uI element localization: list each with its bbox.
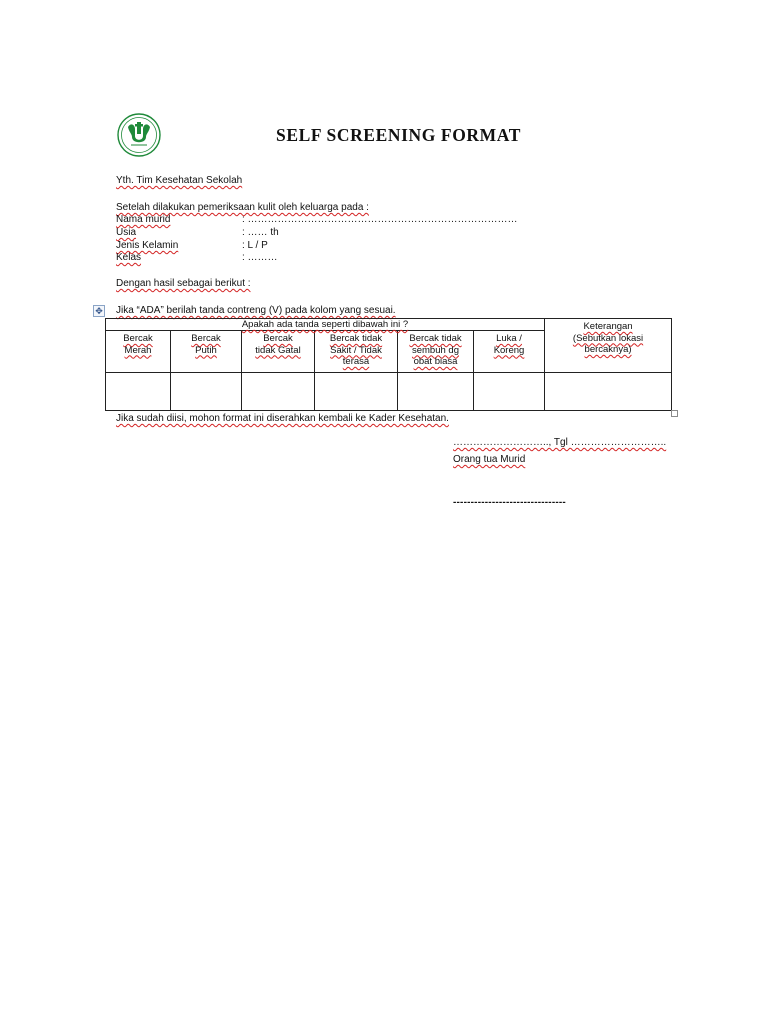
table-cell-painless-patch[interactable]	[315, 372, 398, 410]
table-cell-unhealed-patch[interactable]	[398, 372, 474, 410]
table-cell-white-patch[interactable]	[171, 372, 242, 410]
intro-text: Setelah dilakukan pemeriksaan kulit oleh keluarga pada :	[116, 202, 369, 213]
recipient-line: Yth. Tim Kesehatan Sekolah	[116, 175, 243, 186]
field-value-name[interactable]: : ………………………………………………………………………	[242, 214, 518, 225]
table-cell-red-patch[interactable]	[106, 372, 171, 410]
table-move-handle-icon[interactable]: ✥	[93, 305, 105, 317]
field-label-age: Usia	[116, 227, 137, 238]
table-cell-wound[interactable]	[474, 372, 545, 410]
table-header-wound: Luka / Koreng	[474, 331, 545, 372]
instruction-text: Jika “ADA” berilah tanda contreng (V) pada kolom yang sesuai.	[116, 305, 396, 316]
result-intro: Dengan hasil sebagai berikut :	[116, 278, 251, 289]
screening-table	[105, 318, 672, 411]
table-cell-non-itchy-patch[interactable]	[242, 372, 315, 410]
table-resize-handle[interactable]	[671, 410, 678, 417]
field-label-class: Kelas	[116, 252, 142, 263]
field-label-gender: Jenis Kelamin	[116, 240, 179, 251]
ministry-logo	[116, 112, 162, 158]
table-header-red-patch: Bercak Merah	[106, 331, 171, 372]
table-group-header: Apakah ada tanda seperti dibawah ini ?	[106, 319, 545, 331]
field-value-gender[interactable]: : L / P	[242, 240, 268, 251]
table-header-white-patch: Bercak Putih	[171, 331, 242, 372]
footer-note: Jika sudah diisi, mohon format ini diserahkan kembali ke Kader Kesehatan.	[116, 413, 449, 424]
table-header-unhealed-patch: Bercak tidak sembuh dg obat biasa	[398, 331, 474, 372]
table-header-non-itchy-patch: Bercak tidak Gatal	[242, 331, 315, 372]
signer-label: Orang tua Murid	[453, 454, 526, 465]
signature-line[interactable]: --------------------------------	[453, 497, 566, 508]
field-value-class[interactable]: : ………	[242, 252, 278, 263]
field-label-name: Nama murid	[116, 214, 171, 225]
date-line[interactable]: ……………………….., Tgl ………………………..	[453, 437, 667, 448]
table-header-remarks: Keterangan (Sebutkan lokasi bercaknya)	[545, 319, 672, 373]
table-cell-remarks[interactable]	[545, 372, 672, 410]
page-title: SELF SCREENING FORMAT	[276, 125, 521, 145]
field-value-age[interactable]: : …… th	[242, 227, 279, 238]
table-header-painless-patch: Bercak tidak Sakit / Tidak terasa	[315, 331, 398, 372]
